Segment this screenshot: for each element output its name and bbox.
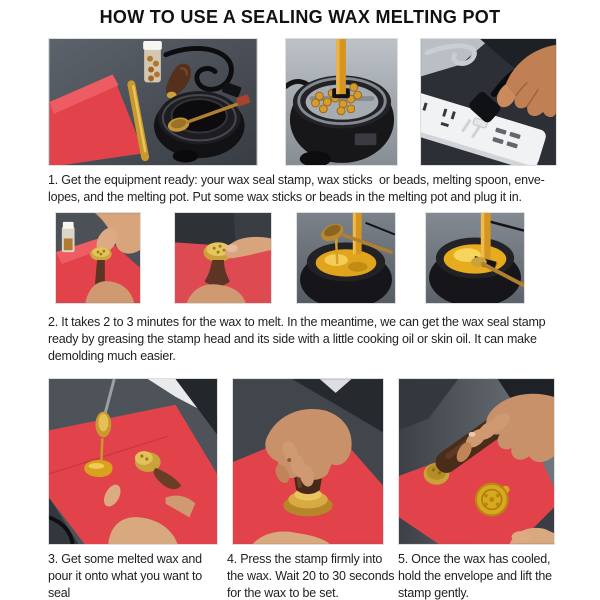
press-stamp-into-wax-illustration [233, 379, 383, 544]
melted-wax-in-pot-photo [425, 212, 525, 304]
spoon-lifting-melted-wax-photo [296, 212, 396, 304]
spoon-lifting-melted-wax-illustration [297, 213, 395, 303]
text-line: demolding much easier. [48, 349, 176, 363]
step-2-text [48, 314, 545, 365]
step-1-text [48, 172, 545, 206]
grease-stamp-head-photo [55, 212, 141, 304]
melted-wax-in-pot-illustration [426, 213, 524, 303]
plug-into-power-strip-illustration [421, 39, 556, 165]
plug-into-power-strip-photo [420, 38, 557, 166]
text-line: 1. Get the equipment ready: your wax seal stamp, wax sticks or beads, melting spoon, enve- [48, 173, 545, 187]
text-line: for the wax to be set. [227, 586, 339, 600]
step-5-text [398, 551, 552, 600]
wax-beads-in-pot-photo [285, 38, 398, 166]
grease-stamp-head-illustration [56, 213, 140, 303]
equipment-ready-illustration [49, 39, 257, 165]
step-4-text [227, 551, 394, 600]
text-line: lopes, and the melting pot. Put some wax sticks or beads in the melting pot and plug it in. [48, 190, 522, 204]
text-line: the wax. Wait 20 to 30 seconds [227, 569, 395, 583]
text-line: stamp gently. [398, 586, 469, 600]
pour-wax-onto-envelope-photo [48, 378, 218, 545]
grease-stamp-closeup-illustration [175, 213, 271, 303]
press-stamp-into-wax-photo [232, 378, 384, 545]
text-line: 3. Get some melted wax and [48, 552, 202, 566]
pour-wax-onto-envelope-illustration [49, 379, 217, 544]
lift-stamp-reveal-seal-photo [398, 378, 555, 545]
text-line: 2. It takes 2 to 3 minutes for the wax to melt. In the meantime, we can get the wax seal stamp [48, 315, 546, 329]
step-3-text [48, 551, 202, 600]
text-line: 4. Press the stamp firmly into [227, 552, 383, 566]
text-line: ready by greasing the stamp head and its side with a little cooking oil or skin oil. It can make [48, 332, 537, 346]
page-title: HOW TO USE A SEALING WAX MELTING POT [99, 7, 501, 27]
wax-beads-in-pot-illustration [286, 39, 397, 165]
grease-stamp-closeup-photo [174, 212, 272, 304]
equipment-ready-photo [48, 38, 258, 166]
text-line: 5. Once the wax has cooled, [398, 552, 551, 566]
text-line: pour it onto what you want to [48, 569, 203, 583]
lift-stamp-reveal-seal-illustration [399, 379, 554, 544]
text-line: hold the envelope and lift the [398, 569, 552, 583]
text-line: seal [48, 586, 71, 600]
